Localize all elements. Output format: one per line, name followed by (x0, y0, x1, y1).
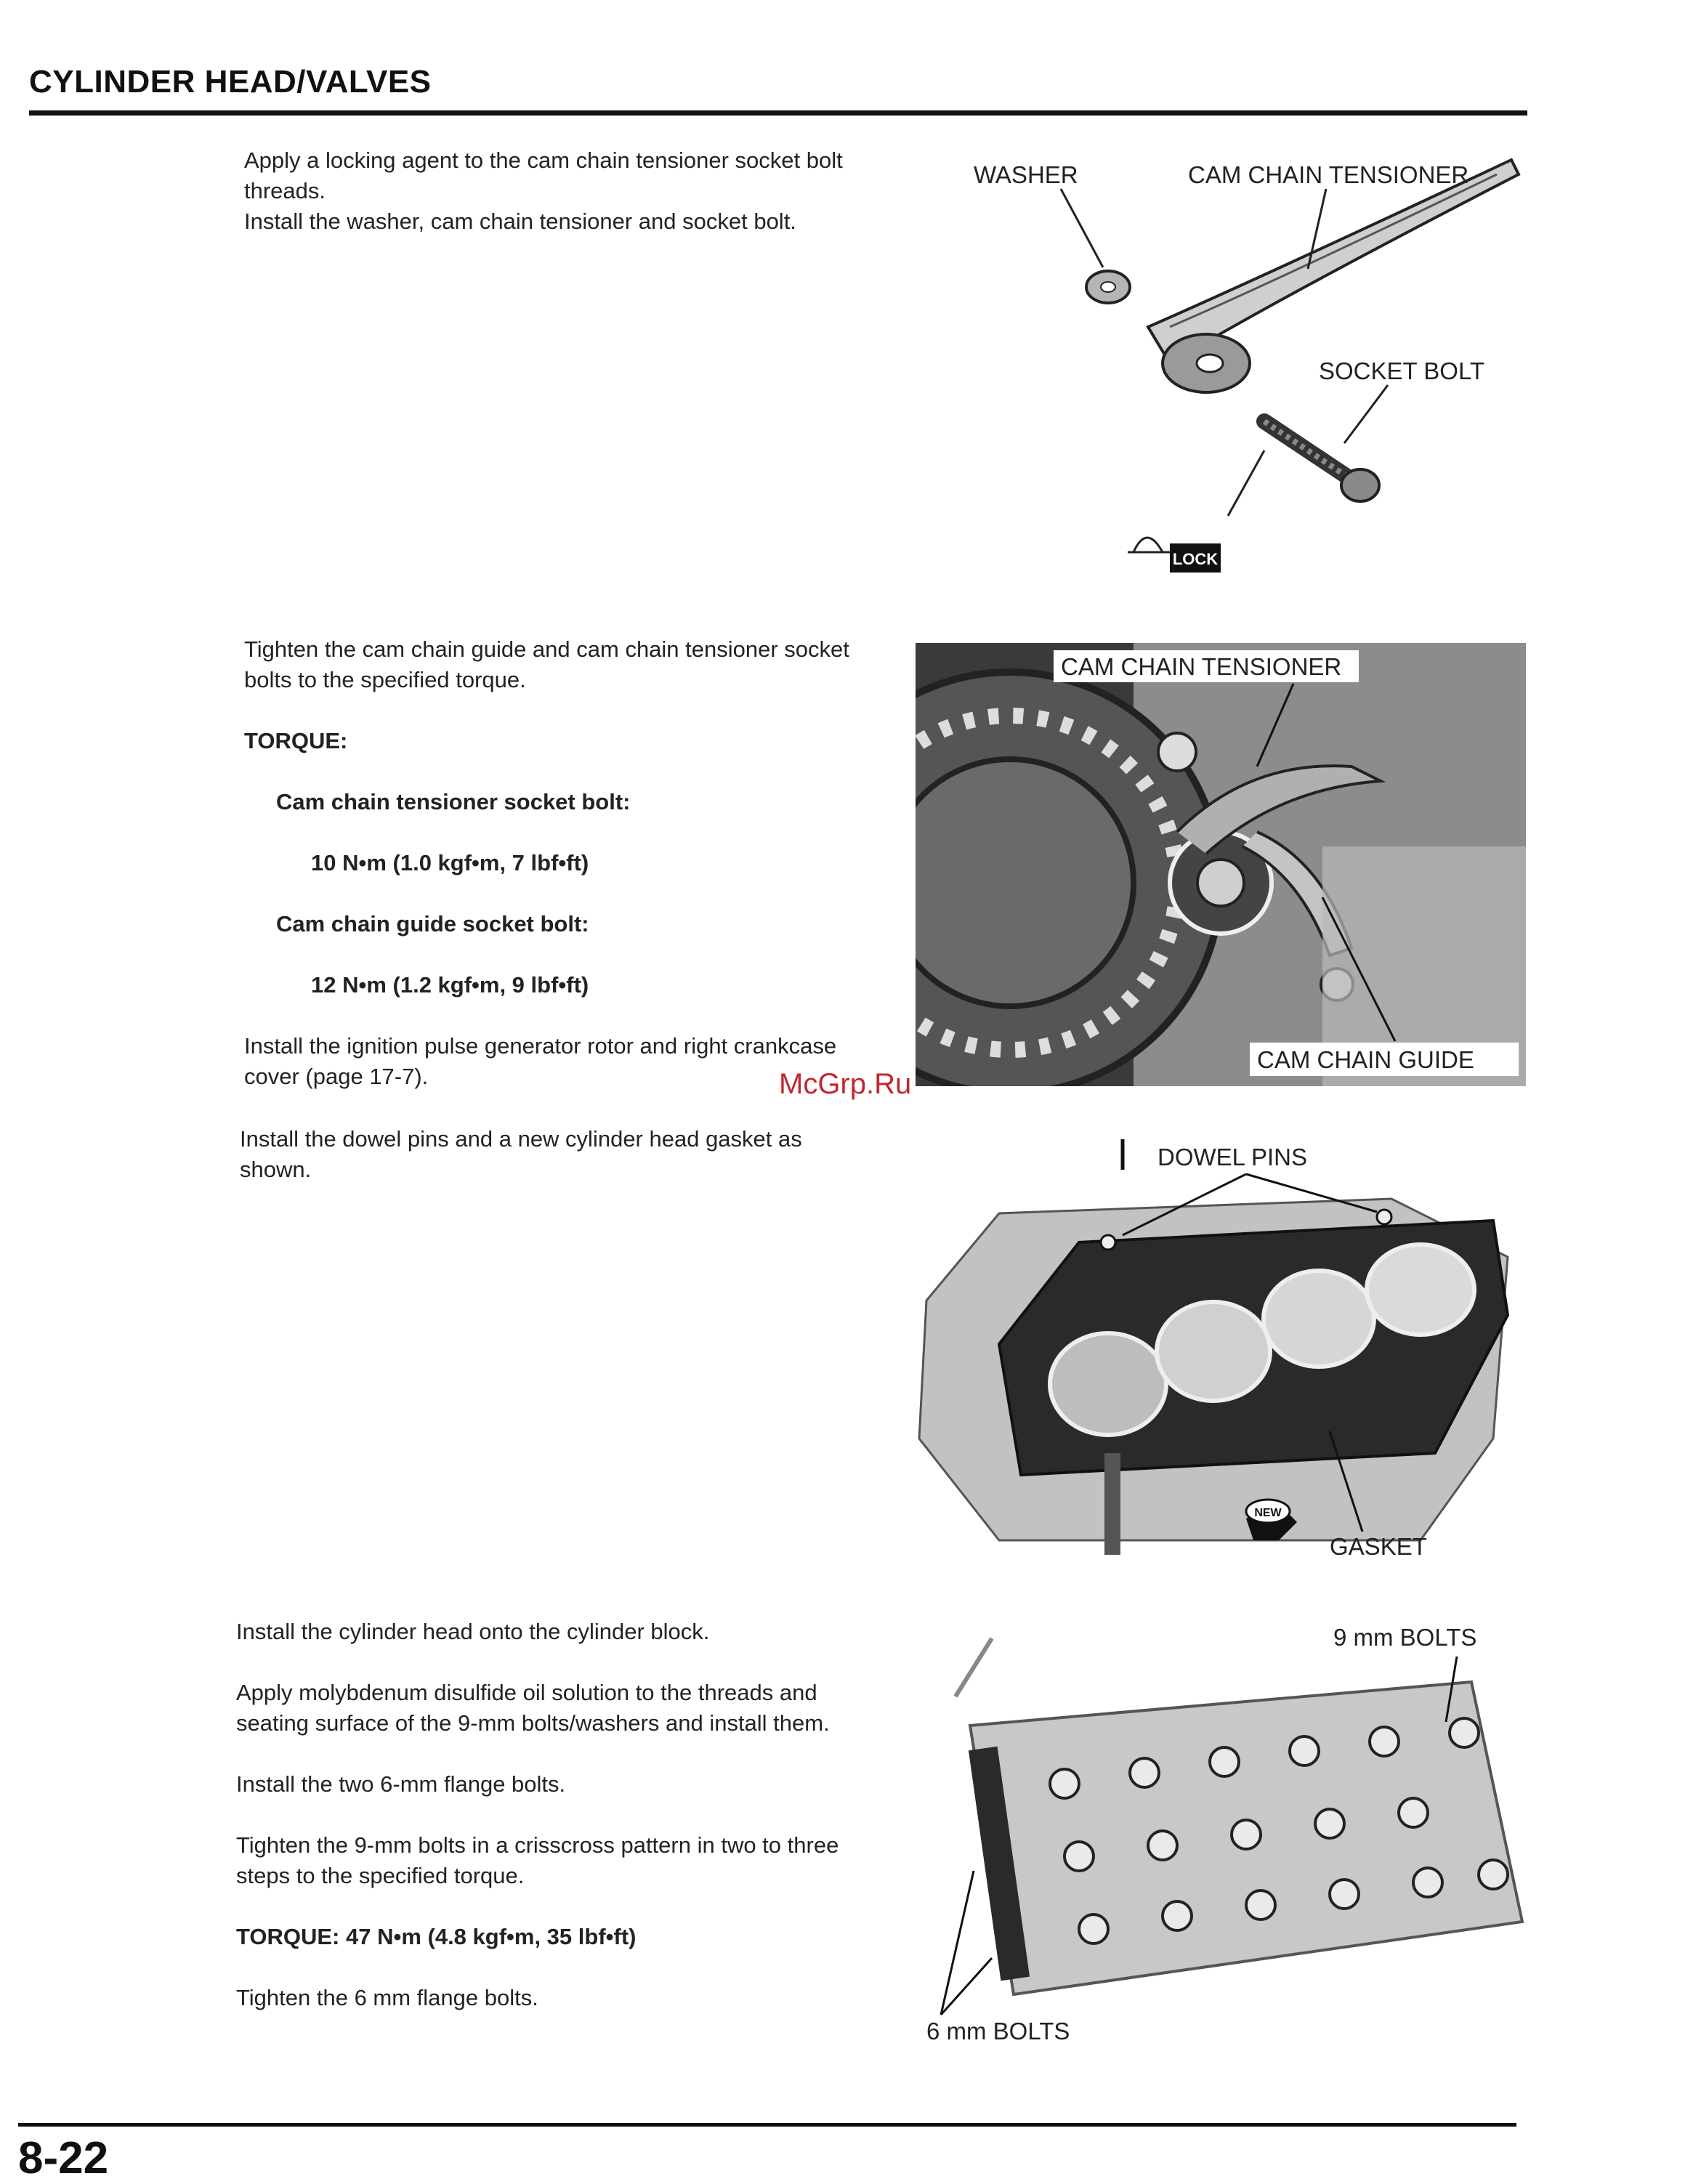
section-4-torque: TORQUE: 47 N•m (4.8 kgf•m, 35 lbf•ft) (236, 1924, 637, 1949)
clutch-inner (916, 759, 1134, 1006)
lock-badge-text: LOCK (1172, 550, 1219, 568)
washer-label: WASHER (974, 161, 1078, 188)
torque-label: TORQUE: (244, 728, 348, 753)
section-4-paragraph-4: Tighten the 9-mm bolts in a crisscross pattern in two to three steps to the specified torque. (236, 1832, 839, 1888)
dowel-pins-label: DOWEL PINS (1157, 1144, 1307, 1170)
lock-symbol-icon (1128, 538, 1221, 573)
section-3-text (240, 1124, 879, 1216)
dowel-pin-2 (1377, 1210, 1391, 1224)
figure-gasket-photo (912, 1133, 1526, 1577)
figure-tensioner-install (959, 145, 1526, 581)
section-2-outro: Install the ignition pulse generator rotor and right crankcase cover (page 17-7). (244, 1033, 837, 1089)
cam-chain-in-photo (1104, 1453, 1120, 1555)
section-4-text (236, 1617, 876, 2013)
section-4-paragraph-1: Install the cylinder head onto the cylinder block. (236, 1619, 710, 1644)
bolts-9mm-label: 9 mm BOLTS (1333, 1624, 1477, 1651)
footer-divider (18, 2123, 1516, 2127)
washer-leader (1061, 189, 1103, 267)
figure-gasket-photo-drawing (912, 1133, 1526, 1577)
section-2-text (244, 634, 884, 1123)
page-number: 8-22 (18, 2133, 109, 2183)
section-2-intro: Tighten the cam chain guide and cam chain tensioner socket bolts to the specified torque. (244, 636, 849, 692)
gasket-label: GASKET (1330, 1533, 1427, 1560)
cylinder-bore-3 (1264, 1271, 1374, 1367)
page-title: CYLINDER HEAD/VALVES (29, 64, 432, 100)
bolts-6mm-label: 6 mm BOLTS (926, 2018, 1070, 2045)
section-1-paragraph-1: Apply a locking agent to the cam chain tensioner socket bolt threads. (244, 147, 843, 203)
section-4-last: Tighten the 6 mm flange bolts. (236, 1985, 538, 2010)
tensioner-bolt-in-photo (1158, 733, 1196, 771)
photo-tensioner-label: CAM CHAIN TENSIONER (1061, 653, 1342, 680)
figure-cam-chain-photo (916, 643, 1526, 1086)
section-3-paragraph: Install the dowel pins and a new cylinder head gasket as shown. (240, 1126, 802, 1182)
tensioner-pivot-hole (1197, 355, 1223, 372)
crank-hub (1197, 860, 1244, 906)
torque-value-tensioner: 10 N•m (1.0 kgf•m, 7 lbf•ft) (311, 850, 589, 875)
lock-leader (1228, 450, 1264, 516)
section-1-paragraph-2: Install the washer, cam chain tensioner and socket bolt. (244, 209, 796, 234)
section-4-paragraph-2: Apply molybdenum disulfide oil solution to the threads and seating surface of the 9-mm bolts/washers and install them. (236, 1680, 830, 1736)
figure-tensioner-install-drawing (959, 145, 1526, 581)
washer-hole (1101, 282, 1115, 292)
figure-head-bolts-photo-drawing (912, 1617, 1526, 2060)
socket-bolt-part (1264, 421, 1379, 501)
watermark-text: McGrp.Ru (779, 1068, 912, 1100)
tensioner-label: CAM CHAIN TENSIONER (1188, 161, 1469, 188)
cylinder-bore-2 (1157, 1302, 1270, 1401)
section-4-paragraph-3: Install the two 6-mm flange bolts. (236, 1771, 566, 1797)
cylinder-bore-4 (1367, 1245, 1474, 1335)
torque-item-tensioner: Cam chain tensioner socket bolt: (276, 789, 631, 814)
header-divider (29, 110, 1527, 116)
socket-bolt-leader (1344, 385, 1388, 443)
figure-head-bolts-photo (912, 1617, 1526, 2060)
cylinder-bore-1 (1050, 1333, 1166, 1435)
photo-guide-label: CAM CHAIN GUIDE (1257, 1046, 1474, 1073)
socket-bolt-label: SOCKET BOLT (1319, 357, 1485, 384)
dowel-pin-1 (1101, 1235, 1115, 1250)
torque-item-guide: Cam chain guide socket bolt: (276, 911, 589, 937)
new-badge-text: NEW (1254, 1507, 1282, 1519)
figure-cam-chain-photo-drawing (916, 643, 1526, 1086)
torque-value-guide: 12 N•m (1.2 kgf•m, 9 lbf•ft) (311, 972, 589, 998)
section-1-text (244, 145, 884, 237)
